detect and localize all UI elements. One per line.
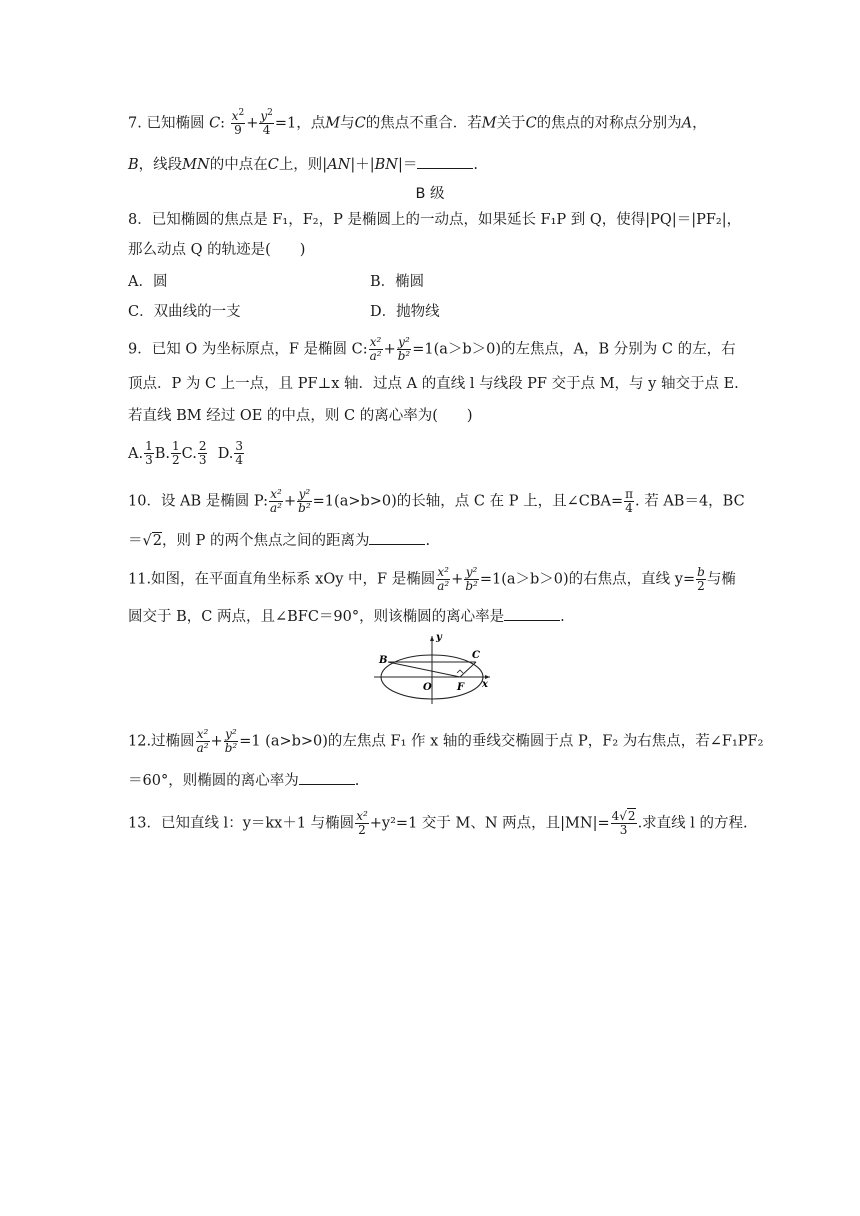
q9-line-2: 顶点．P 为 C 上一点，且 PF⊥x 轴．过点 A 的直线 l 与线段 PF 交于点 M，与 y 轴交于点 E. bbox=[128, 376, 739, 392]
q10-plus: + bbox=[284, 493, 297, 510]
q9-option-c[interactable]: C. $\frac{2}{3}$ bbox=[181, 439, 207, 467]
q9-option-d[interactable]: D. $\frac{3}{4}$ bbox=[217, 439, 244, 467]
q10-line-2: ＝√2，则 P 的两个焦点之间的距离为 . bbox=[128, 530, 430, 551]
q7-frac-x: $\frac{x^2}{9}$ bbox=[231, 108, 245, 137]
q7-c2: C bbox=[354, 115, 366, 132]
q10-sqrt: 2 bbox=[152, 533, 162, 549]
q10-mid: =1(a>b>0)的长轴，点 C 在 P 上，且∠CBA= bbox=[312, 493, 624, 510]
q7-an: AN bbox=[327, 157, 351, 173]
q7-rest5: 的焦点的对称点分别为 bbox=[536, 115, 682, 132]
q9-frac-2: $\frac{\text{y²}}{\text{b²}}$ bbox=[397, 335, 411, 363]
label-b: B bbox=[379, 655, 388, 666]
q7-rest4: 关于 bbox=[496, 115, 526, 132]
q11-mid: =1(a＞b＞0)的右焦点，直线 y= bbox=[479, 571, 696, 588]
q7-m2: M bbox=[481, 115, 497, 132]
q7-line-1 bbox=[128, 110, 707, 137]
q12-line-1 bbox=[128, 728, 763, 755]
q13-mid: +y²=1 交于 M、N 两点，且|MN|= bbox=[369, 815, 610, 832]
q7-curve: C bbox=[209, 115, 221, 132]
q12-end: . bbox=[354, 773, 360, 789]
q7-line-2 bbox=[128, 154, 478, 175]
q7-c3: C bbox=[525, 115, 537, 132]
q9-frac-1: $\frac{\text{x²}}{\text{a²}}$ bbox=[369, 335, 382, 363]
q11-frac-2: $\frac{\text{y²}}{\text{b²}}$ bbox=[465, 565, 478, 593]
q10-post: . 若 AB＝4，BC bbox=[635, 493, 745, 510]
q10-line-1 bbox=[128, 488, 745, 515]
q7-plus: + bbox=[246, 115, 259, 132]
q7-prefix: 已知椭圆 bbox=[146, 115, 205, 132]
q7-l2t4: |＋| bbox=[350, 157, 375, 173]
q10-frac-2: $\frac{\text{y²}}{\text{b²}}$ bbox=[298, 487, 311, 515]
label-f: F bbox=[457, 682, 465, 693]
q7-b: B bbox=[128, 157, 139, 173]
q12-answer-blank[interactable] bbox=[299, 770, 355, 785]
q7-frac-y: $\frac{y^2}{4}$ bbox=[260, 108, 273, 137]
q10-pre: 10．设 AB 是椭圆 P: bbox=[128, 493, 269, 510]
q7-answer-blank[interactable] bbox=[417, 154, 473, 169]
q13-post: .求直线 l 的方程. bbox=[637, 815, 748, 832]
q8-option-d[interactable]: D．抛物线 bbox=[370, 304, 440, 320]
q7-a: A bbox=[681, 115, 693, 132]
q11-answer-blank[interactable] bbox=[504, 606, 560, 621]
q11-ellipse-figure bbox=[368, 630, 494, 706]
q12-line-2 bbox=[128, 770, 359, 791]
q7-l2t3: 上，则| bbox=[278, 157, 328, 173]
q9-plus: + bbox=[383, 341, 396, 358]
q7-number: 7. bbox=[128, 115, 142, 132]
q9-post: =1(a＞b＞0)的左焦点，A，B 分别为 C 的左，右 bbox=[412, 341, 736, 358]
q11-frac-1: $\frac{\text{x²}}{\text{a²}}$ bbox=[437, 565, 450, 593]
q7-l2t5: |＝ bbox=[398, 157, 418, 173]
q12-l2: ＝60°，则椭圆的离心率为 bbox=[128, 773, 299, 789]
q7-bn: BN bbox=[374, 157, 398, 173]
q13-pre: 13．已知直线 l：y＝kx＋1 与椭圆 bbox=[128, 815, 355, 832]
segment-cf bbox=[460, 662, 476, 677]
q12-post: =1 (a>b>0)的左焦点 F₁ 作 x 轴的垂线交椭圆于点 P，F₂ 为右焦点，若∠F₁PF₂ bbox=[239, 733, 764, 750]
q8-option-b[interactable]: B．椭圆 bbox=[370, 274, 425, 290]
q7-l2t1: ，线段 bbox=[138, 157, 183, 173]
label-o: O bbox=[423, 682, 432, 693]
q11-pre: 11.如图，在平面直角坐标系 xOy 中，F 是椭圆 bbox=[128, 571, 436, 588]
q10-l2pre: ＝ bbox=[128, 533, 143, 549]
q7-comma: ， bbox=[692, 115, 707, 132]
q11-line-1 bbox=[128, 566, 736, 593]
q8-line-2: 那么动点 Q 的轨迹是( ) bbox=[128, 242, 306, 258]
label-y: y bbox=[436, 632, 442, 643]
q10-end: . bbox=[425, 533, 431, 549]
q10-l2post: ，则 P 的两个焦点之间的距离为 bbox=[161, 533, 370, 549]
q13-frac-2: $\frac{4√2}{3}$ bbox=[611, 809, 636, 837]
y-axis-arrow-icon bbox=[430, 636, 434, 641]
q7-m: M bbox=[325, 115, 341, 132]
q10-frac-1: $\frac{\text{x²}}{\text{a²}}$ bbox=[270, 487, 282, 515]
q12-pre: 12.过椭圆 bbox=[128, 733, 195, 750]
q9-option-a[interactable]: A. $\frac{1}{3}$ bbox=[128, 439, 153, 467]
q13-frac-1: $\frac{\text{x²}}{2}$ bbox=[356, 809, 368, 837]
q12-frac-1: $\frac{\text{x²}}{\text{a²}}$ bbox=[196, 727, 209, 755]
right-angle-mark bbox=[457, 670, 463, 673]
q7-sep: : bbox=[220, 115, 226, 132]
q11-plus: + bbox=[451, 571, 464, 588]
q7-rest1: =1，点 bbox=[274, 115, 326, 132]
q7-c4: C bbox=[267, 157, 279, 173]
q9-line-3: 若直线 BM 经过 OE 的中点，则 C 的离心率为( ) bbox=[128, 408, 473, 424]
q12-plus: + bbox=[210, 733, 223, 750]
q7-l2t2: 的中点在 bbox=[209, 157, 268, 173]
q9-option-b[interactable]: B. $\frac{1}{2}$ bbox=[154, 439, 180, 467]
q10-frac-pi: $\frac{\pi}{4}$ bbox=[625, 487, 633, 515]
q7-end: . bbox=[473, 157, 478, 173]
q11-end: . bbox=[560, 609, 565, 625]
q11-post: 与椭 bbox=[706, 571, 736, 588]
q8-option-c[interactable]: C．双曲线的一支 bbox=[128, 304, 241, 320]
q11-frac-3: $\frac{b}{2}$ bbox=[697, 565, 705, 593]
q8-option-a[interactable]: A．圆 bbox=[128, 274, 168, 290]
q11-line-2 bbox=[128, 606, 565, 627]
q8-line-1: 8．已知椭圆的焦点是 F₁，F₂，P 是椭圆上的一动点，如果延长 F₁P 到 Q，使得|PQ|＝|PF₂|， bbox=[128, 212, 742, 228]
q9-options bbox=[128, 440, 245, 467]
q12-frac-2: $\frac{\text{y²}}{\text{b²}}$ bbox=[224, 727, 238, 755]
label-c: C bbox=[472, 650, 480, 661]
q10-answer-blank[interactable] bbox=[369, 530, 425, 545]
q7-rest2: 与 bbox=[340, 115, 355, 132]
q7-rest3: 的焦点不重合．若 bbox=[365, 115, 482, 132]
label-x: x bbox=[482, 679, 488, 690]
section-heading-b: B 级 bbox=[415, 186, 445, 202]
q11-l2: 圆交于 B，C 两点，且∠BFC＝90°，则该椭圆的离心率是 bbox=[128, 609, 505, 625]
segment-bf bbox=[388, 662, 460, 677]
q13-line-1 bbox=[128, 810, 748, 837]
q9-line-1 bbox=[128, 336, 736, 363]
q9-pre: 9．已知 O 为坐标原点，F 是椭圆 C: bbox=[128, 341, 368, 358]
q7-mn: MN bbox=[182, 157, 210, 173]
